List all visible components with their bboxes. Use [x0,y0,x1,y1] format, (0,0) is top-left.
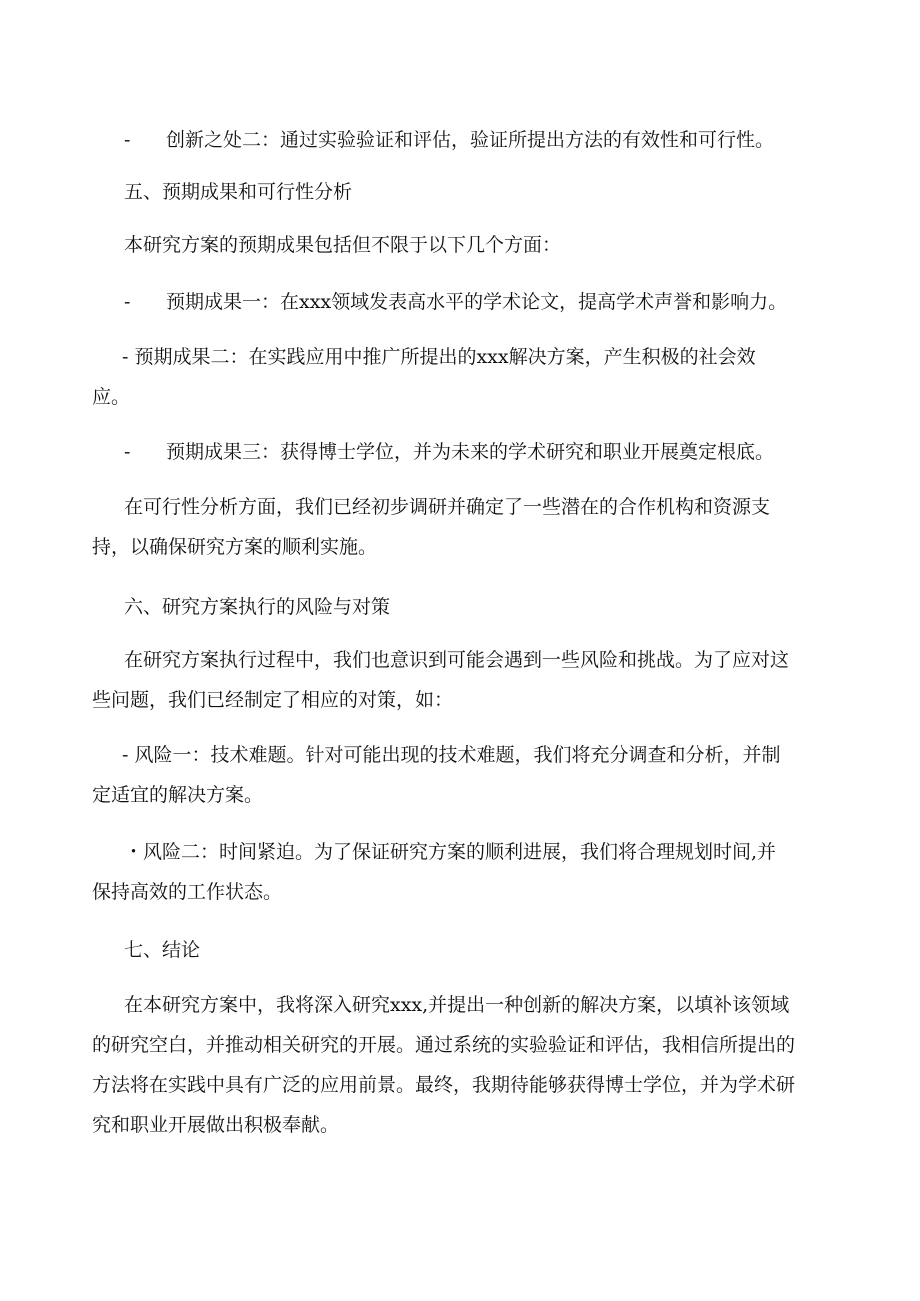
conclusion-text-2: 的研究空白，并推动相关研究的开展。通过系统的实验验证和评估，我相信所提出的 [92,1034,796,1056]
section-6-intro-text-2: 些问题，我们已经制定了相应的对策，如： [92,689,454,711]
risk-2-text-1: ・风险二：时间紧迫。为了保证研究方案的顺利进展，我们将合理规划时间,并 [124,841,777,863]
conclusion-text-3: 方法将在实践中具有广泛的应用前景。最终，我期待能够获得博士学位，并为学术研 [92,1074,796,1096]
section-5-heading-text: 五、预期成果和可行性分析 [124,181,353,203]
outcome-2-text-2: 应。 [92,386,131,408]
conclusion-text-4: 究和职业开展做出积极奉献。 [92,1114,340,1136]
outcome-1-text: 预期成果一：在xxx领域发表高水平的学术论文，提高学术声誉和影响力。 [166,291,788,313]
risk-1-text-2: 定适宜的解决方案。 [92,784,264,806]
conclusion-text-1: 在本研究方案中，我将深入研究xxx,并提出一种创新的解决方案，以填补该领域 [124,994,790,1016]
risk-2-text-2: 保持高效的工作状态。 [92,881,283,903]
section-6-intro-text-1: 在研究方案执行过程中，我们也意识到可能会遇到一些风险和挑战。为了应对这 [124,649,790,671]
feasibility-text-2: 持，以确保研究方案的顺利实施。 [92,536,378,558]
bullet-dash: - [124,441,131,463]
risk-1-text-1: - 风险一：技术难题。针对可能出现的技术难题，我们将充分调查和分析，并制 [122,744,781,766]
innovation-2-text: 创新之处二：通过实验验证和评估，验证所提出方法的有效性和可行性。 [166,129,775,151]
bullet-dash: - [124,129,131,151]
section-6-heading-text: 六、研究方案执行的风险与对策 [124,596,391,618]
outcome-2-text-1: - 预期成果二：在实践应用中推广所提出的xxx解决方案，产生积极的社会效 [122,346,756,368]
outcome-3-text: 预期成果三：获得博士学位，并为未来的学术研究和职业开展奠定根底。 [166,441,775,463]
bullet-dash: - [124,291,131,313]
feasibility-text-1: 在可行性分析方面，我们已经初步调研并确定了一些潜在的合作机构和资源支 [124,496,771,518]
section-5-intro-text: 本研究方案的预期成果包括但不限于以下几个方面： [124,234,562,256]
section-7-heading-text: 七、结论 [124,939,201,961]
